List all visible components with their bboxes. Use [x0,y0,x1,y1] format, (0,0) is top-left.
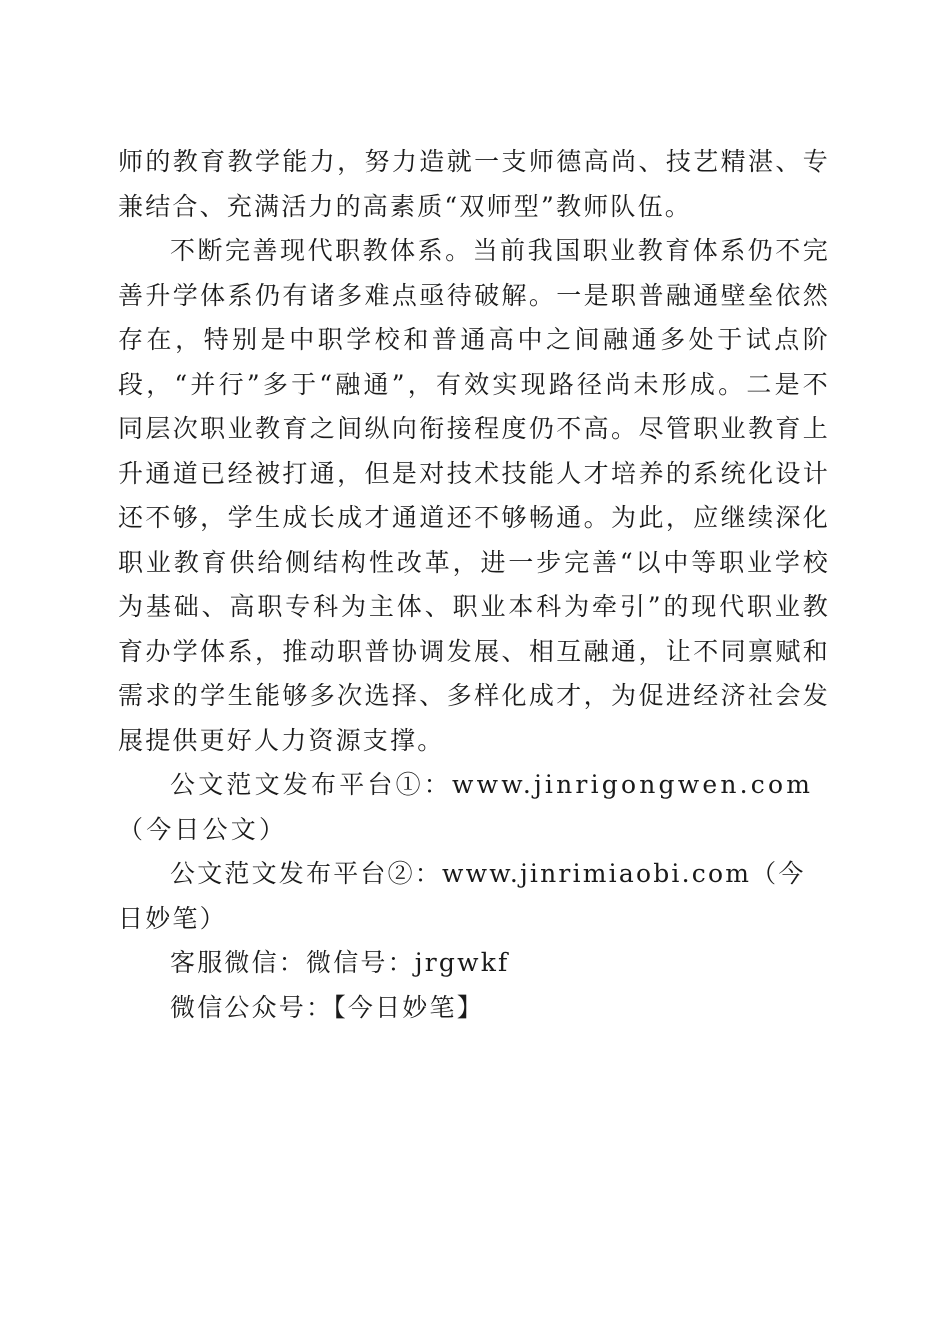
footer-platform-2: 公文范文发布平台②：www.jinrimiaobi.com（今日妙笔） [118,859,806,933]
paragraph-continued: 师的教育教学能力，努力造就一支师德高尚、技艺精湛、专兼结合、充满活力的高素质“双师型”教师队伍。 [118,147,830,221]
footer-platform-1: 公文范文发布平台①：www.jinrigongwen.com（今日公文） [118,770,814,844]
document-page [118,140,830,1030]
paragraph-vocational-system: 不断完善现代职教体系。当前我国职业教育体系仍不完善升学体系仍有诸多难点亟待破解。一是职普融通壁垒依然存在，特别是中职学校和普通高中之间融通多处于试点阶段，“并行”多于“融通”，有效实现路径尚未形成。二是不同层次职业教育之间纵向衔接程度仍不高。尽管职业教育上升通道已经被打通，但是对技术技能人才培养的系统化设计还不够，学生成长成才通道还不够畅通。为此，应继续深化职业教育供给侧结构性改革，进一步完善“以中等职业学校为基础、高职专科为主体、职业本科为牵引”的现代职业教育办学体系，推动职普协调发展、相互融通，让不同禀赋和需求的学生能够多次选择、多样化成才，为促进经济社会发展提供更好人力资源支撑。 [118,236,830,755]
footer-customer-service: 客服微信：微信号：jrgwkf [170,948,510,977]
footer-official-account: 微信公众号：【今日妙笔】 [170,992,484,1022]
